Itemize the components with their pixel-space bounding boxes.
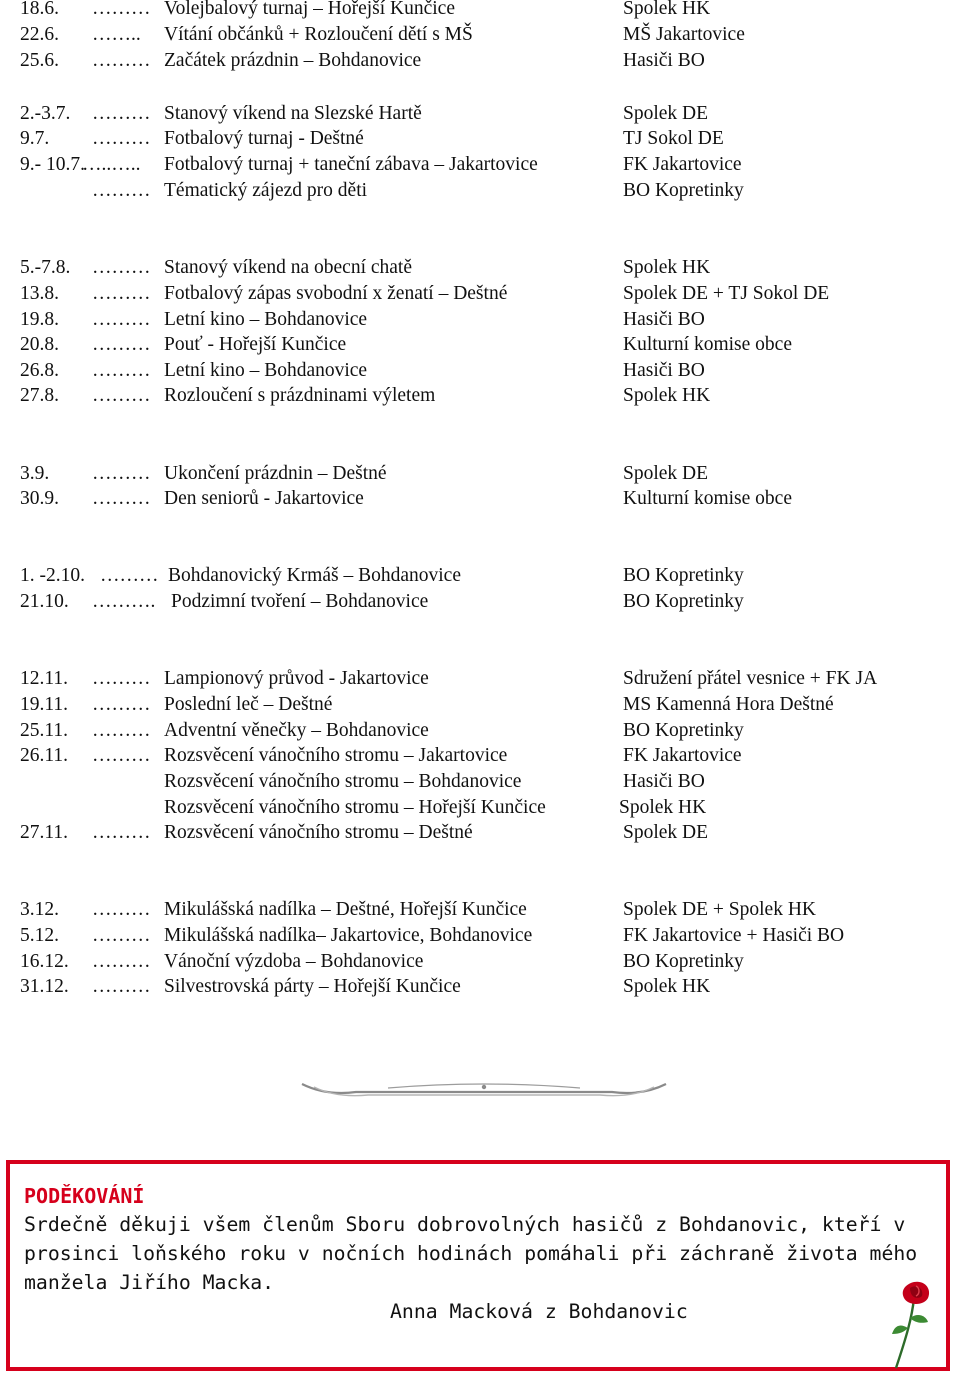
event-date: 27.11. xyxy=(20,822,69,843)
event-organizer: FK Jakartovice xyxy=(623,154,742,175)
event-date: 12.11. xyxy=(20,668,69,689)
thanks-box xyxy=(6,1160,950,1371)
event-date: 3.9. xyxy=(20,463,50,484)
leader-dots: ……… xyxy=(92,745,151,766)
event-date: 27.8. xyxy=(20,385,59,406)
schedule-row xyxy=(0,743,960,769)
event-name: Rozsvěcení vánočního stromu – Bohdanovice xyxy=(164,771,522,792)
event-name: Rozsvěcení vánočního stromu – Deštné xyxy=(164,822,473,843)
leader-dots: ……… xyxy=(92,103,151,124)
event-date: 20.8. xyxy=(20,334,59,355)
event-name: Poslední leč – Deštné xyxy=(164,694,333,715)
event-organizer: Spolek DE + Spolek HK xyxy=(623,899,816,920)
event-organizer: BO Kopretinky xyxy=(623,951,744,972)
event-name: Silvestrovská párty – Hořejší Kunčice xyxy=(164,976,461,997)
event-organizer: MS Kamenná Hora Deštné xyxy=(623,694,834,715)
event-name: Rozsvěcení vánočního stromu – Hořejší Kunčice xyxy=(164,797,546,818)
event-date: 22.6. xyxy=(20,24,59,45)
schedule-row xyxy=(0,769,960,795)
event-organizer: Spolek HK xyxy=(623,257,711,278)
ornamental-divider-icon xyxy=(296,1076,672,1100)
event-organizer: Hasiči BO xyxy=(623,771,705,792)
schedule-row xyxy=(0,666,960,692)
event-organizer: FK Jakartovice + Hasiči BO xyxy=(623,925,845,946)
event-organizer: Hasiči BO xyxy=(623,309,705,330)
event-date: 26.8. xyxy=(20,360,59,381)
schedule-row xyxy=(0,589,960,615)
event-date: 21.10. xyxy=(20,591,69,612)
leader-dots: ……… xyxy=(92,925,151,946)
leader-dots: …..….. xyxy=(82,154,141,175)
event-name: Letní kino – Bohdanovice xyxy=(164,360,368,381)
schedule-row xyxy=(0,949,960,975)
leader-dots: ……… xyxy=(92,360,151,381)
leader-dots: ……… xyxy=(92,668,151,689)
leader-dots: ……… xyxy=(92,899,151,920)
schedule-row xyxy=(0,795,960,821)
event-name: Rozsvěcení vánočního stromu – Jakartovice xyxy=(164,745,508,766)
event-date: 3.12. xyxy=(20,899,59,920)
event-date: 2.-3.7. xyxy=(20,103,71,124)
event-organizer: BO Kopretinky xyxy=(623,720,744,741)
event-organizer: TJ Sokol DE xyxy=(623,128,724,149)
schedule-row xyxy=(0,101,960,127)
event-name: Rozloučení s prázdninami výletem xyxy=(164,385,436,406)
leader-dots: ……… xyxy=(92,976,151,997)
event-date: 25.6. xyxy=(20,50,59,71)
event-name: Podzimní tvoření – Bohdanovice xyxy=(171,591,429,612)
event-name: Den seniorů - Jakartovice xyxy=(164,488,364,509)
event-name: Fotbalový zápas svobodní x ženatí – Deštné xyxy=(164,283,508,304)
schedule-row xyxy=(0,178,960,204)
thanks-signature: Anna Macková z Bohdanovic xyxy=(390,1300,688,1323)
event-name: Letní kino – Bohdanovice xyxy=(164,309,368,330)
event-name: Mikulášská nadílka– Jakartovice, Bohdanovice xyxy=(164,925,533,946)
schedule-row xyxy=(0,692,960,718)
event-date: 5.-7.8. xyxy=(20,257,71,278)
leader-dots: ……… xyxy=(92,309,151,330)
leader-dots: ……… xyxy=(92,257,151,278)
event-date: 16.12. xyxy=(20,951,69,972)
leader-dots: ……… xyxy=(92,822,151,843)
leader-dots: ……… xyxy=(92,334,151,355)
event-name: Volejbalový turnaj – Hořejší Kunčice xyxy=(164,0,455,19)
event-name: Stanový víkend na Slezské Hartě xyxy=(164,103,422,124)
event-name: Bohdanovický Krmáš – Bohdanovice xyxy=(168,565,461,586)
leader-dots: ……… xyxy=(92,385,151,406)
leader-dots: ……… xyxy=(92,951,151,972)
leader-dots: ……… xyxy=(92,50,151,71)
event-name: Tématický zájezd pro děti xyxy=(164,180,368,201)
leader-dots: ……… xyxy=(92,0,151,19)
event-name: Adventní věnečky – Bohdanovice xyxy=(164,720,429,741)
schedule-row xyxy=(0,383,960,409)
leader-dots: ……… xyxy=(92,463,151,484)
event-name: Začátek prázdnin – Bohdanovice xyxy=(164,50,422,71)
event-date: 19.8. xyxy=(20,309,59,330)
schedule-row xyxy=(0,974,960,1000)
leader-dots: ……… xyxy=(92,694,151,715)
schedule-row xyxy=(0,718,960,744)
schedule-row xyxy=(0,923,960,949)
event-name: Vítání občánků + Rozloučení dětí s MŠ xyxy=(164,24,473,45)
schedule-row xyxy=(0,486,960,512)
thanks-heading: PODĚKOVÁNÍ xyxy=(24,1184,145,1208)
schedule-row xyxy=(0,126,960,152)
thanks-text: Srdečně děkuji všem členům Sboru dobrovolných hasičů z Bohdanovic, kteří v prosinci loňského roku v nočních hodinách pomáhali při záchraně života mého manžela Jiřího Macka. xyxy=(24,1213,918,1294)
event-organizer: Hasiči BO xyxy=(623,50,705,71)
event-date: 31.12. xyxy=(20,976,69,997)
event-date: 13.8. xyxy=(20,283,59,304)
leader-dots: ……… xyxy=(92,128,151,149)
leader-dots: ……… xyxy=(92,180,151,201)
schedule-row xyxy=(0,152,960,178)
event-organizer: Spolek HK xyxy=(623,385,711,406)
event-organizer: Kulturní komise obce xyxy=(623,488,792,509)
event-name: Ukončení prázdnin – Deštné xyxy=(164,463,387,484)
schedule-row xyxy=(0,332,960,358)
event-organizer: Spolek DE xyxy=(623,822,709,843)
event-date: 30.9. xyxy=(20,488,59,509)
event-name: Mikulášská nadílka – Deštné, Hořejší Kunčice xyxy=(164,899,527,920)
event-organizer: MŠ Jakartovice xyxy=(623,24,745,45)
event-organizer: Sdružení přátel vesnice + FK JA xyxy=(623,668,878,689)
leader-dots: ………. xyxy=(92,591,156,612)
event-organizer: FK Jakartovice xyxy=(623,745,742,766)
schedule-row xyxy=(0,281,960,307)
schedule-row xyxy=(0,255,960,281)
event-organizer: Spolek DE + TJ Sokol DE xyxy=(623,283,830,304)
event-organizer: Spolek HK xyxy=(623,0,711,19)
schedule-row xyxy=(0,358,960,384)
event-organizer: Hasiči BO xyxy=(623,360,705,381)
event-date: 5.12. xyxy=(20,925,59,946)
event-name: Fotbalový turnaj - Deštné xyxy=(164,128,364,149)
event-organizer: BO Kopretinky xyxy=(623,591,744,612)
leader-dots: ……… xyxy=(92,720,151,741)
event-date: 1. -2.10. xyxy=(20,565,85,586)
event-name: Stanový víkend na obecní chatě xyxy=(164,257,413,278)
rose-icon xyxy=(890,1278,934,1372)
event-organizer: Spolek HK xyxy=(619,797,707,818)
leader-dots: ……… xyxy=(92,488,151,509)
event-name: Vánoční výzdoba – Bohdanovice xyxy=(164,951,424,972)
event-organizer: Spolek HK xyxy=(623,976,711,997)
event-date: 9.7. xyxy=(20,128,50,149)
event-date: 25.11. xyxy=(20,720,69,741)
event-date: 9.- 10.7. xyxy=(20,154,85,175)
schedule-row xyxy=(0,897,960,923)
event-date: 19.11. xyxy=(20,694,69,715)
event-organizer: Spolek DE xyxy=(623,463,709,484)
leader-dots: …….. xyxy=(92,24,141,45)
schedule-row xyxy=(0,820,960,846)
event-name: Pouť - Hořejší Kunčice xyxy=(164,334,347,355)
event-name: Fotbalový turnaj + taneční zábava – Jakartovice xyxy=(164,154,538,175)
schedule-row xyxy=(0,48,960,74)
event-date: 26.11. xyxy=(20,745,69,766)
leader-dots: ……… xyxy=(100,565,159,586)
event-organizer: BO Kopretinky xyxy=(623,565,744,586)
schedule-row xyxy=(0,563,960,589)
event-organizer: Spolek DE xyxy=(623,103,709,124)
event-organizer: BO Kopretinky xyxy=(623,180,744,201)
schedule-row xyxy=(0,461,960,487)
event-date: 18.6. xyxy=(20,0,59,19)
schedule-row xyxy=(0,22,960,48)
event-name: Lampionový průvod - Jakartovice xyxy=(164,668,429,689)
schedule-row xyxy=(0,0,960,22)
event-organizer: Kulturní komise obce xyxy=(623,334,792,355)
schedule-row xyxy=(0,307,960,333)
leader-dots: ……… xyxy=(92,283,151,304)
